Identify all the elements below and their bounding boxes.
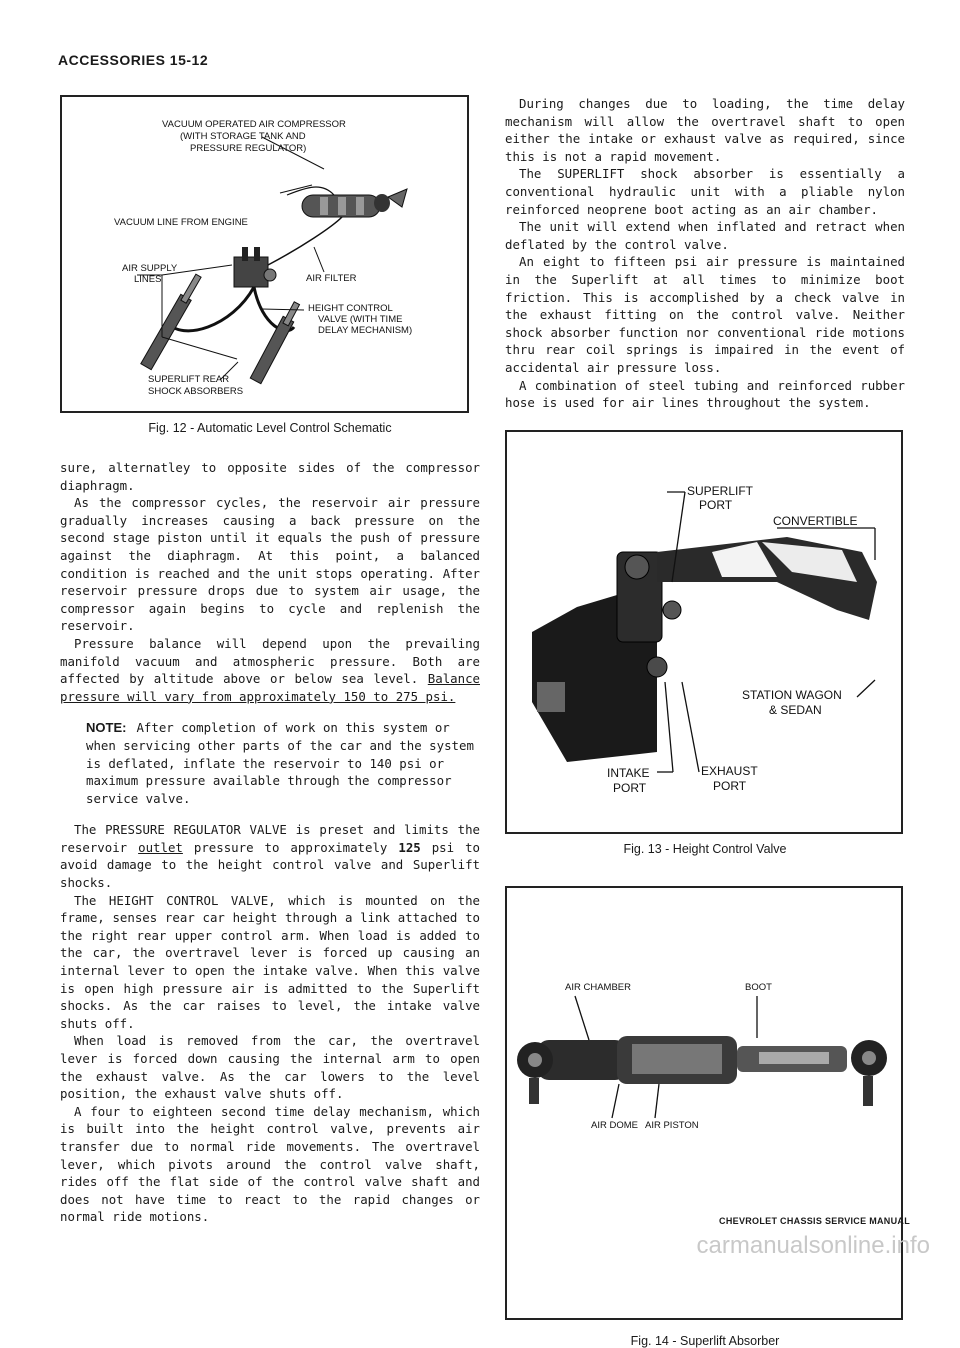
- right-column: [505, 95, 905, 1348]
- label-exhaust-port-1: EXHAUST: [701, 763, 758, 778]
- left-column: [60, 95, 480, 1226]
- note-label: NOTE:: [86, 720, 127, 736]
- right-shock-drawing: [250, 302, 299, 384]
- label-hcv-3: DELAY MECHANISM): [318, 325, 413, 336]
- note-text: After completion of work on this system or when servicing other parts of the car and the system is deflated, inflate the reservoir to 140 psi or maximum pressure available through the compressor service valve.: [86, 720, 474, 806]
- fig-12-caption: Fig. 12 - Automatic Level Control Schematic: [148, 421, 392, 435]
- height-valve-drawing: [234, 247, 276, 287]
- label-station-wagon-2: & SEDAN: [769, 702, 822, 717]
- label-air-supply-1: AIR SUPPLY: [122, 263, 178, 274]
- label-air-dome: AIR DOME: [591, 1119, 638, 1131]
- label-air-filter: AIR FILTER: [306, 273, 357, 284]
- label-compressor-3: PRESSURE REGULATOR): [190, 143, 307, 154]
- label-compressor-1: VACUUM OPERATED AIR COMPRESSOR: [162, 119, 346, 130]
- label-convertible: CONVERTIBLE: [773, 513, 858, 528]
- paragraph: The HEIGHT CONTROL VALVE, which is mounted on the frame, senses rear car height through a link attached to the right rear upper control arm. When load is added to the car, the overtravel lever is forced up causing an internal lever to open the intake valve. When this valve is open high pressure air is admitted to the Superlift shocks. As the car raises to level, the intake valve shuts off.: [60, 892, 480, 1031]
- label-compressor-2: (WITH STORAGE TANK AND: [180, 131, 306, 142]
- label-shock-1: SUPERLIFT REAR: [148, 374, 230, 385]
- page-header: ACCESSORIES 15-12: [58, 52, 209, 68]
- label-hcv-1: HEIGHT CONTROL: [308, 303, 393, 314]
- paragraph: The unit will extend when inflated and retract when deflated by the control valve.: [505, 219, 905, 252]
- label-vacuum-line: VACUUM LINE FROM ENGINE: [114, 217, 248, 228]
- left-shock-drawing: [141, 274, 201, 369]
- label-air-piston: AIR PISTON: [645, 1119, 699, 1131]
- term-pressure-regulator: PRESSURE REGULATOR VALVE: [105, 822, 287, 838]
- label-exhaust-port-2: PORT: [713, 778, 747, 793]
- paragraph: An eight to fifteen psi air pressure is maintained in the Superlift at all times to minimize boot friction. This is accomplished by a check valve in the exhaust fitting on the control valve. Neither shock absorber function nor conventional ride motions thru rear coil springs is impaired in the event of accidental air pressure loss.: [505, 254, 905, 375]
- label-intake-port-1: INTAKE: [607, 765, 650, 780]
- paragraph: The PRESSURE REGULATOR VALVE is preset and limits the reservoir outlet pressure to approximately 125 psi to avoid damage to the height control valve and Superlift shocks.: [60, 822, 480, 891]
- paragraph: A four to eighteen second time delay mechanism, which is built into the height control valve, prevents air transfer due to normal ride movements. The overtravel lever, which pivots around the control valve shaft, rides off the flat side of the control valve shaft and does not have time to react to the rapid changes or normal ride motions.: [60, 1103, 480, 1225]
- label-superlift-port-2: PORT: [699, 497, 733, 512]
- label-air-chamber: AIR CHAMBER: [565, 981, 631, 993]
- paragraph: A combination of steel tubing and reinforced rubber hose is used for air lines throughout the system.: [505, 377, 905, 411]
- watermark: carmanualsonline.info: [696, 1232, 930, 1259]
- footer-manual-name: CHEVROLET CHASSIS SERVICE MANUAL: [719, 1216, 910, 1226]
- underlined-text: Balance pressure will vary from approximately 150 to 275 psi.: [60, 671, 480, 704]
- paragraph: During changes due to loading, the time delay mechanism will allow the overtravel shaft to open either the intake or exhaust valve as required, since this is not a rapid movement.: [505, 96, 905, 164]
- paragraph: Pressure balance will depend upon the prevailing manifold vacuum and atmospheric pressure. Both are affected by altitude above or below sea level. Balance pressure will vary from approximately 150 to 275 psi.: [60, 635, 480, 704]
- fig-14-caption: Fig. 14 - Superlift Absorber: [630, 1333, 780, 1348]
- label-superlift-port-1: SUPERLIFT: [687, 483, 754, 498]
- label-station-wagon-1: STATION WAGON: [742, 687, 842, 702]
- label-intake-port-2: PORT: [613, 780, 647, 795]
- label-shock-2: SHOCK ABSORBERS: [148, 386, 244, 397]
- paragraph: The SUPERLIFT shock absorber is essentially a conventional hydraulic unit with a pliable nylon reinforced neoprene boot acting as an air chamber.: [505, 166, 905, 217]
- figure-13: [505, 430, 903, 834]
- compressor-drawing: [302, 189, 407, 217]
- label-hcv-2: VALVE (WITH TIME: [318, 314, 403, 325]
- label-boot: BOOT: [745, 981, 772, 993]
- paragraph: When load is removed from the car, the overtravel lever is forced down causing the internal arm to open the exhaust valve. As the car lowers to the level position, the exhaust valve shuts off.: [60, 1033, 480, 1102]
- paragraph: sure, alternatley to opposite sides of the compressor diaphragm.: [60, 460, 480, 493]
- label-air-supply-2: LINES: [134, 274, 162, 285]
- fig-13-caption: Fig. 13 - Height Control Valve: [623, 841, 787, 856]
- figure-12: [60, 95, 469, 413]
- note-block: [86, 719, 480, 807]
- paragraph: As the compressor cycles, the reservoir air pressure gradually increases causing a back pressure on the second stage piston until it equals the push of pressure against the diaphragm. At this point, a balanced condition is reached and the unit stops operating. After reservoir pressure drops due to system air usage, the compressor again begins to cycle and replenish the reservoir.: [60, 495, 480, 634]
- term-height-control: HEIGHT CONTROL VALVE: [108, 892, 269, 908]
